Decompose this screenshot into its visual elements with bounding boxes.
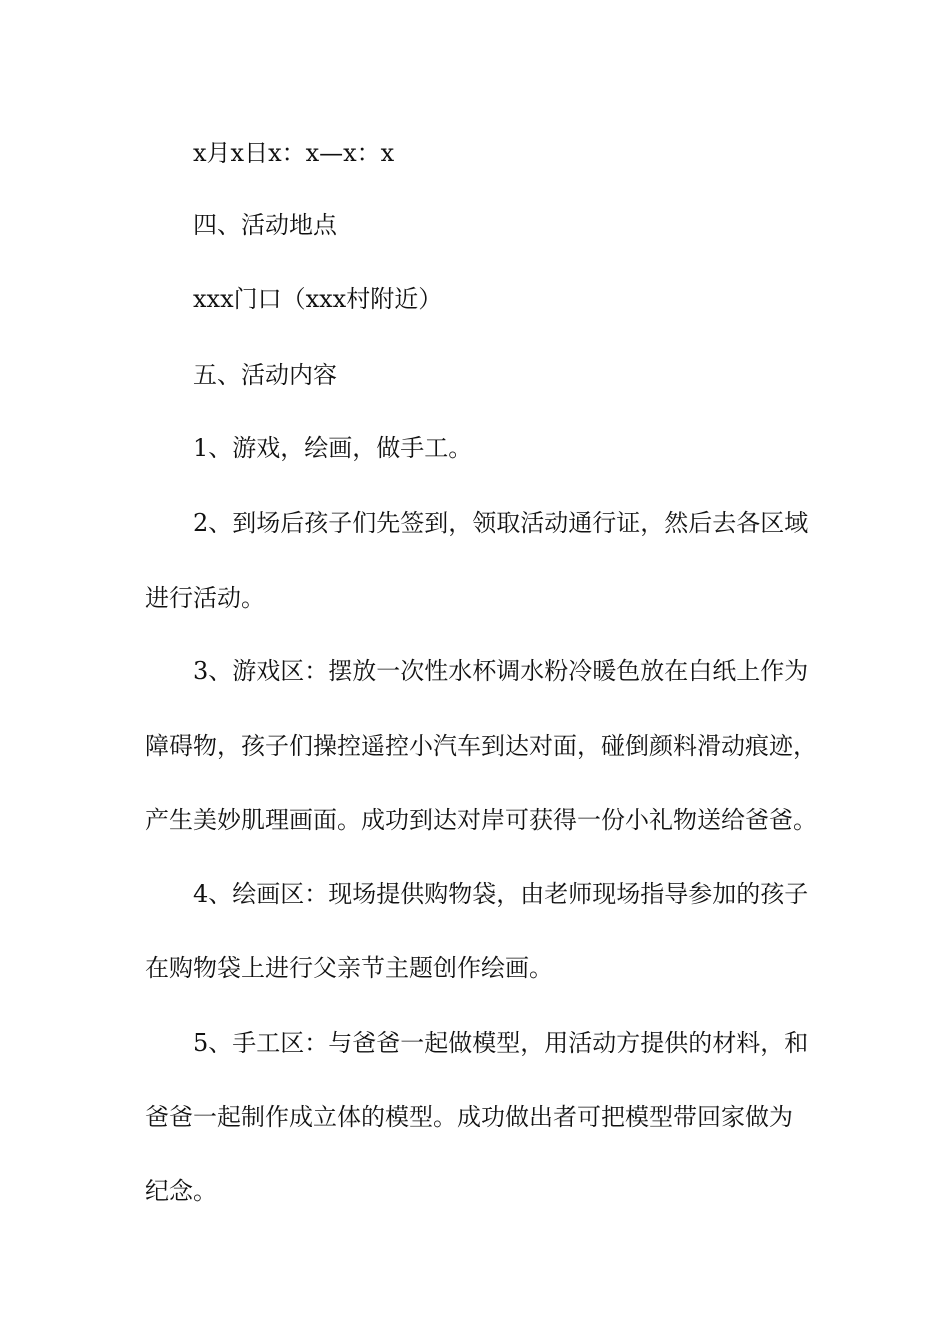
section-heading-content: 五、活动内容 (193, 361, 337, 389)
section-heading-location: 四、活动地点 (193, 211, 337, 239)
content-item-3-line-2: 障碍物，孩子们操控遥控小汽车到达对面，碰倒颜料滑动痕迹， (145, 732, 817, 760)
content-item-5-line-1: 5、手工区：与爸爸一起做模型，用活动方提供的材料，和 (193, 1029, 809, 1057)
content-item-2-line-1: 2、到场后孩子们先签到，领取活动通行证，然后去各区域 (193, 509, 809, 537)
content-item-3-line-1: 3、游戏区：摆放一次性水杯调水粉冷暖色放在白纸上作为 (193, 657, 809, 685)
activity-time-line: x月x日x：x—x：x (193, 139, 395, 167)
content-item-1: 1、游戏，绘画，做手工。 (193, 434, 473, 462)
content-item-5-line-3: 纪念。 (145, 1177, 217, 1205)
content-item-5-line-2: 爸爸一起制作成立体的模型。成功做出者可把模型带回家做为 (145, 1103, 793, 1131)
content-item-4-line-1: 4、绘画区：现场提供购物袋，由老师现场指导参加的孩子 (193, 880, 809, 908)
content-item-3-line-3: 产生美妙肌理画面。成功到达对岸可获得一份小礼物送给爸爸。 (145, 806, 817, 834)
activity-location-line: xxx门口（xxx村附近） (193, 285, 443, 313)
content-item-4-line-2: 在购物袋上进行父亲节主题创作绘画。 (145, 954, 553, 982)
content-item-2-line-2: 进行活动。 (145, 584, 265, 612)
